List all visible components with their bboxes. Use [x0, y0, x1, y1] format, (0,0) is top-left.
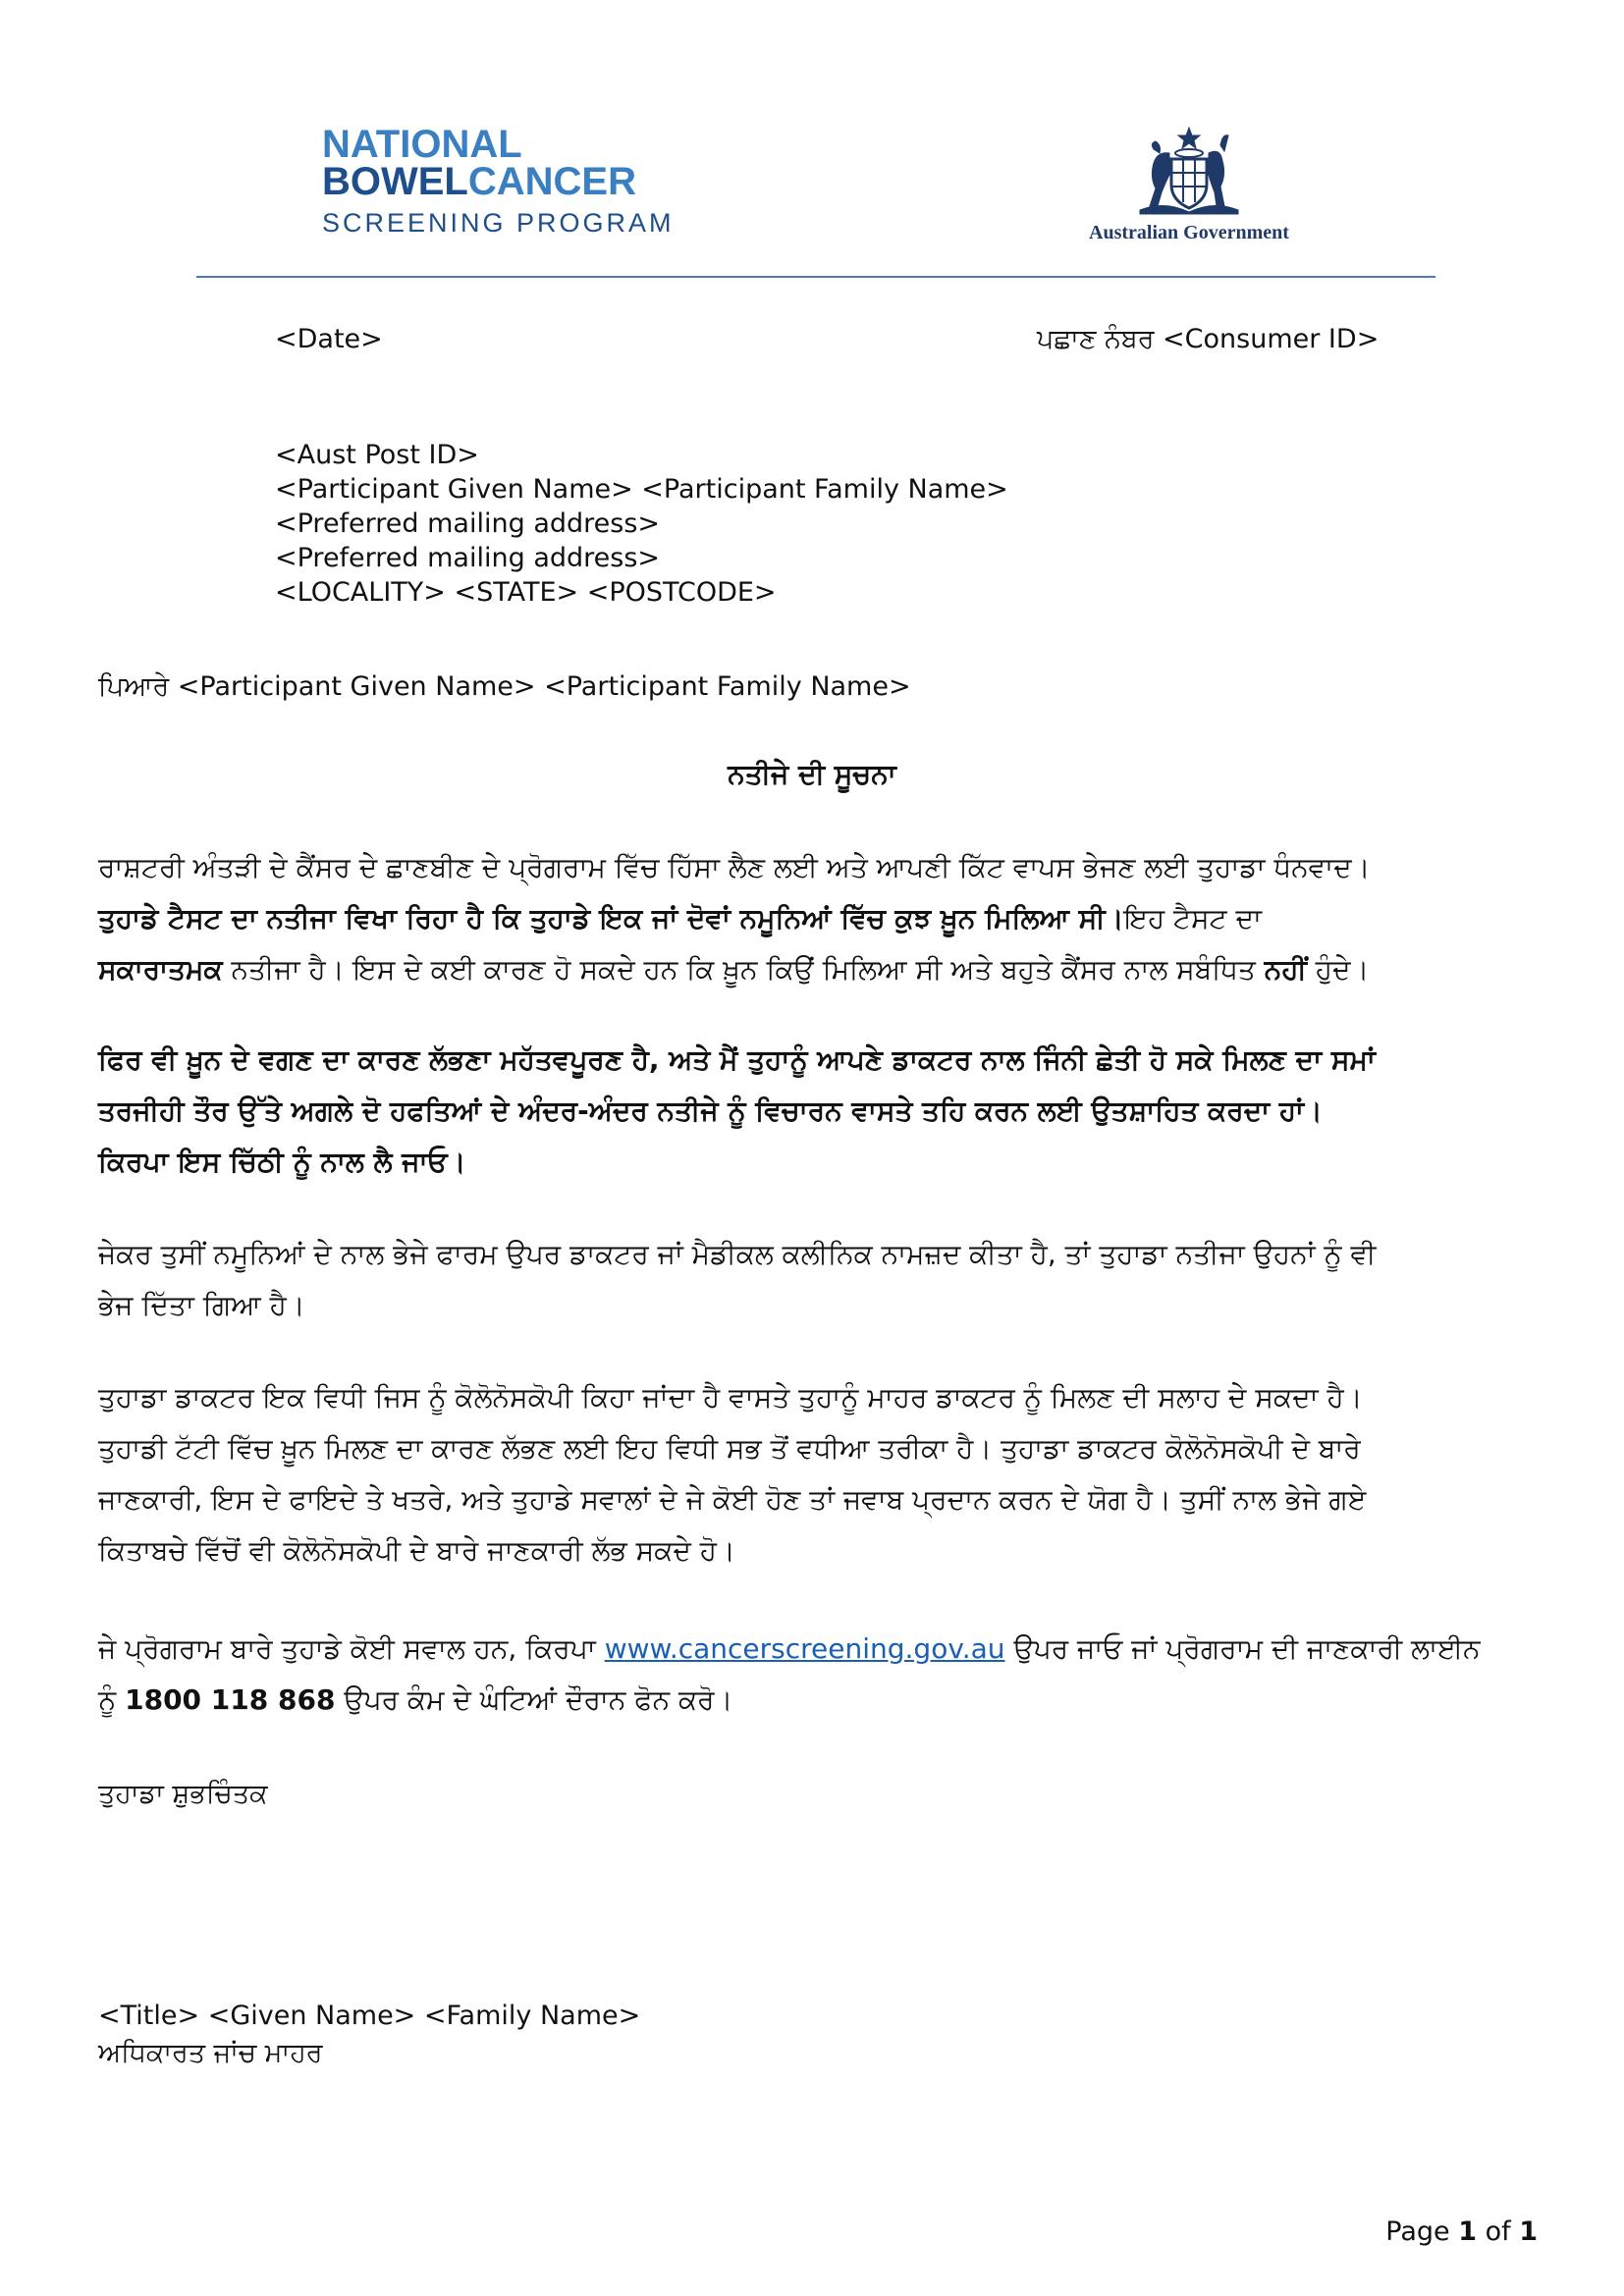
phone-number: 1800 118 868	[125, 1683, 336, 1716]
paragraph-line	[98, 1624, 1532, 1675]
paragraph-line: ਤੁਹਾਡੀ ਟੱਟੀ ਵਿੱਚ ਖ਼ੂਨ ਮਿਲਣ ਦਾ ਕਾਰਣ ਲੱਭਣ ਲਈ ਇਹ ਵਿਧੀ ਸਭ ਤੋਂ ਵਧੀਆ ਤਰੀਕਾ ਹੈ। ਤੁਹਾਡਾ ਡਾਕਟਰ ਕੋਲੋਨੋਸਕੋਪੀ ਦੇ ਬਾਰੇ	[98, 1432, 1361, 1465]
page-mid: of	[1477, 2216, 1520, 2247]
contact-text: ਉਪਰ ਕੰਮ ਦੇ ਘੰਟਿਆਂ ਦੌਰਾਨ ਫੋਨ ਕਰੋ।	[335, 1683, 733, 1716]
paragraph-contact	[98, 1624, 1532, 1726]
signatory-role: ਅਧਿਕਾਰਤ ਜਾਂਚ ਮਾਹਰ	[98, 2038, 323, 2068]
consumer-id: ਪਛਾਣ ਨੰਬਰ <Consumer ID>	[1037, 324, 1380, 354]
paragraph-line	[98, 1675, 1532, 1726]
page-total: 1	[1519, 2216, 1538, 2247]
result-text: ਇਹ ਟੈਸਟ ਦਾ	[1123, 902, 1263, 934]
address-line: <Aust Post ID>	[275, 440, 479, 470]
logo-word-bowel: BOWEL	[322, 160, 468, 203]
contact-text: ਨੂੰ	[98, 1683, 126, 1716]
bold-result-text: ਤੁਹਾਡੇ ਟੈਸਟ ਦਾ ਨਤੀਜਾ ਵਿਖਾ ਰਿਹਾ ਹੈ ਕਿ ਤੁਹਾਡੇ ਇਕ ਜਾਂ ਦੋਵਾਂ ਨਮੂਨਿਆਂ ਵਿੱਚ ਕੁਝ ਖ਼ੂਨ ਮਿਲਿਆ ਸੀ।	[98, 902, 1124, 934]
paragraph-line: ਜਾਣਕਾਰੀ, ਇਸ ਦੇ ਫਾਇਦੇ ਤੇ ਖਤਰੇ, ਅਤੇ ਤੁਹਾਡੇ ਸਵਾਲਾਂ ਦੇ ਜੇ ਕੋਈ ਹੋਣ ਤਾਂ ਜਵਾਬ ਪ੍ਰਦਾਨ ਕਰਨ ਦੇ ਯੋਗ ਹੈ। ਤੁਸੀਂ ਨਾਲ ਭੇਜੇ ਗਏ	[98, 1483, 1367, 1516]
paragraph-line: ਕਿਤਾਬਚੇ ਵਿੱਚੋਂ ਵੀ ਕੋਲੋਨੋਸਕੋਪੀ ਦੇ ਬਾਰੇ ਜਾਣਕਾਰੀ ਲੱਭ ਸਕਦੇ ਹੋ।	[98, 1534, 735, 1567]
website-link[interactable]: www.cancerscreening.gov.au	[604, 1632, 1005, 1665]
paragraph-line	[98, 893, 1532, 944]
page-current: 1	[1458, 2216, 1477, 2247]
address-line: <Preferred mailing address>	[275, 508, 661, 539]
paragraph-nominated-doctor	[98, 1229, 1532, 1331]
letter-heading: ਨਤੀਜੇ ਦੀ ਸੂਚਨਾ	[728, 758, 896, 790]
recipient-address	[275, 438, 1008, 610]
closing: ਤੁਹਾਡਾ ਸ਼ੁਭਚਿੰਤਕ	[98, 1779, 268, 1809]
paragraph-line: ਫਿਰ ਵੀ ਖ਼ੂਨ ਦੇ ਵਗਣ ਦਾ ਕਾਰਣ ਲੱਭਣਾ ਮਹੱਤਵਪੂਰਣ ਹੈ, ਅਤੇ ਮੈਂ ਤੁਹਾਨੂੰ ਆਪਣੇ ਡਾਕਟਰ ਨਾਲ ਜਿੰਨੀ ਛੇਤੀ ਹੋ ਸਕੇ ਮਿਲਣ ਦਾ ਸਮਾਂ	[98, 1043, 1376, 1076]
logo-word-cancer: CANCER	[467, 160, 636, 203]
salutation: ਪਿਆਰੇ <Participant Given Name> <Participant Family Name>	[98, 671, 911, 702]
page-prefix: Page	[1385, 2216, 1459, 2247]
bold-not-text: ਨਹੀਂ	[1264, 953, 1307, 986]
result-explanation-end: ਹੁੰਦੇ।	[1306, 953, 1370, 986]
contact-text: ਉਪਰ ਜਾਓ ਜਾਂ ਪ੍ਰੋਗਰਾਮ ਦੀ ਜਾਣਕਾਰੀ ਲਾਈਨ	[1004, 1632, 1481, 1665]
signatory-name: <Title> <Given Name> <Family Name>	[98, 2001, 641, 2031]
paragraph-colonoscopy	[98, 1372, 1532, 1576]
gov-name: Australian Government	[1089, 222, 1289, 243]
header-divider	[196, 276, 1435, 278]
letter-date: <Date>	[275, 324, 383, 354]
address-line: <Participant Given Name> <Participant Family Name>	[275, 474, 1008, 505]
logo-line-2	[322, 160, 695, 203]
bold-positive-text: ਸਕਾਰਾਤਮਕ	[98, 953, 223, 986]
result-explanation: ਨਤੀਜਾ ਹੈ। ਇਸ ਦੇ ਕਈ ਕਾਰਣ ਹੋ ਸਕਦੇ ਹਨ ਕਿ ਖ਼ੂਨ ਕਿਉਂ ਮਿਲਿਆ ਸੀ ਅਤੇ ਬਹੁਤੇ ਕੈਂਸਰ ਨਾਲ ਸਬੰਧਿਤ	[222, 953, 1265, 986]
paragraph-line: ਰਾਸ਼ਟਰੀ ਅੰਤੜੀ ਦੇ ਕੈਂਸਰ ਦੇ ਛਾਣਬੀਣ ਦੇ ਪ੍ਰੋਗਰਾਮ ਵਿੱਚ ਹਿੱਸਾ ਲੈਣ ਲਈ ਅਤੇ ਆਪਣੀ ਕਿੱਟ ਵਾਪਸ ਭੇਜਣ ਲਈ ਤੁਹਾਡਾ ਧੰਨਵਾਦ।	[98, 851, 1371, 883]
address-line: <LOCALITY> <STATE> <POSTCODE>	[275, 577, 777, 608]
ncsp-logo	[322, 123, 695, 239]
paragraph-line: ਕਿਰਪਾ ਇਸ ਚਿੱਠੀ ਨੂੰ ਨਾਲ ਲੈ ਜਾਓ।	[98, 1146, 466, 1178]
paragraph-line: ਭੇਜ ਦਿੱਤਾ ਗਿਆ ਹੈ।	[98, 1289, 305, 1321]
paragraph-see-doctor	[98, 1035, 1532, 1188]
logo-line-1: NATIONAL	[322, 123, 522, 166]
page-number	[1385, 2216, 1538, 2247]
paragraph-line: ਤੁਹਾਡਾ ਡਾਕਟਰ ਇਕ ਵਿਧੀ ਜਿਸ ਨੂੰ ਕੋਲੋਨੋਸਕੋਪੀ ਕਿਹਾ ਜਾਂਦਾ ਹੈ ਵਾਸਤੇ ਤੁਹਾਨੂੰ ਮਾਹਰ ਡਾਕਟਰ ਨੂੰ ਮਿਲਣ ਦੀ ਸਲਾਹ ਦੇ ਸਕਦਾ ਹੈ।	[98, 1381, 1363, 1414]
contact-text: ਜੇ ਪ੍ਰੋਗਰਾਮ ਬਾਰੇ ਤੁਹਾਡੇ ਕੋਈ ਸਵਾਲ ਹਨ, ਕਿਰਪਾ	[98, 1632, 605, 1665]
australian-government-logo	[1066, 124, 1312, 244]
paragraph-line: ਜੇਕਰ ਤੁਸੀਂ ਨਮੂਨਿਆਂ ਦੇ ਨਾਲ ਭੇਜੇ ਫਾਰਮ ਉਪਰ ਡਾਕਟਰ ਜਾਂ ਮੈਡੀਕਲ ਕਲੀਨਿਕ ਨਾਮਜ਼ਦ ਕੀਤਾ ਹੈ, ਤਾਂ ਤੁਹਾਡਾ ਨਤੀਜਾ ਉਹਨਾਂ ਨੂੰ ਵੀ	[98, 1238, 1377, 1270]
paragraph-thanks	[98, 842, 1532, 995]
logo-line-3: SCREENING PROGRAM	[322, 208, 675, 238]
coat-of-arms-icon	[1120, 124, 1258, 218]
paragraph-line: ਤਰਜੀਹੀ ਤੌਰ ਉੱਤੇ ਅਗਲੇ ਦੋ ਹਫਤਿਆਂ ਦੇ ਅੰਦਰ-ਅੰਦਰ ਨਤੀਜੇ ਨੂੰ ਵਿਚਾਰਨ ਵਾਸਤੇ ਤਹਿ ਕਰਨ ਲਈ ਉਤਸ਼ਾਹਿਤ ਕਰਦਾ ਹਾਂ।	[98, 1095, 1323, 1127]
paragraph-line	[98, 944, 1532, 995]
address-line: <Preferred mailing address>	[275, 543, 661, 573]
